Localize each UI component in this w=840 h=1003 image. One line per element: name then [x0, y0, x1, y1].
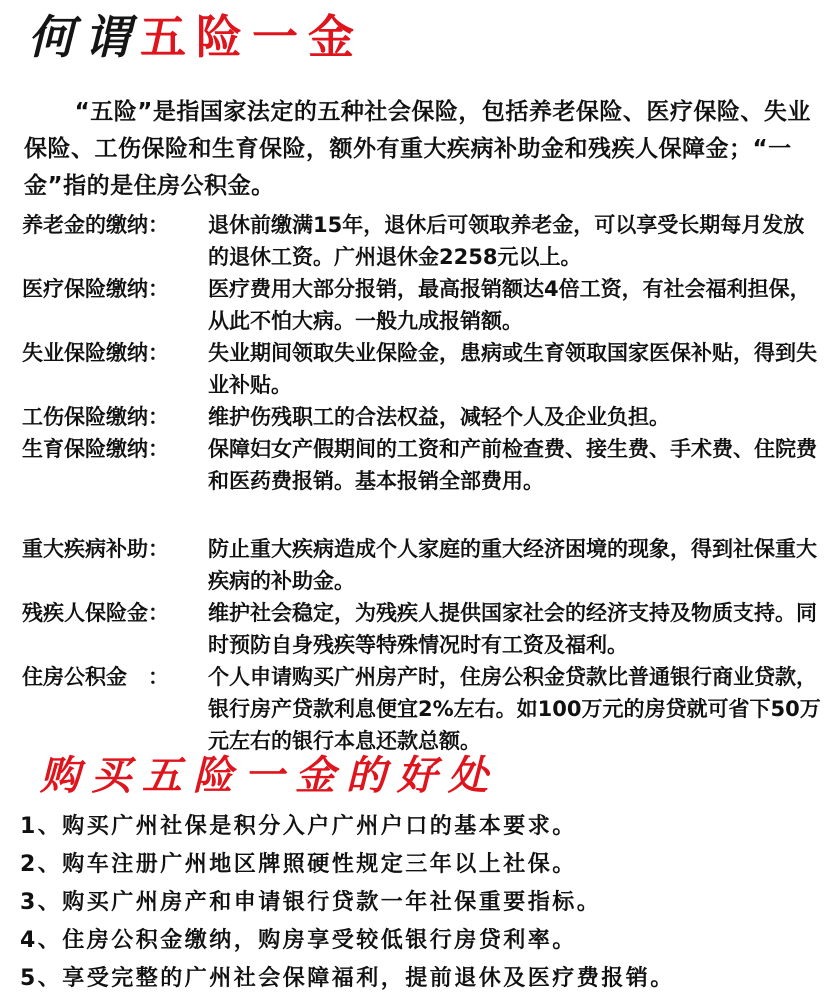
item-label: 失业保险缴纳： — [22, 341, 169, 365]
extra-item-critical-illness — [22, 533, 822, 597]
benefits-title: 购买五险一金的好处 — [40, 752, 499, 799]
item-label: 残疾人保险金： — [22, 601, 169, 625]
item-text: 个人申请购买广州房产时，住房公积金贷款比普通银行商业贷款，银行房产贷款利息便宜2%左右。如100万元的房贷就可省下50万元左右的银行本息还款总额。 — [208, 665, 821, 753]
item-label: 养老金的缴纳： — [22, 213, 169, 237]
benefit-item: 5、享受完整的广州社会保障福利，提前退休及医疗费报销。 — [20, 966, 675, 991]
item-text: 退休前缴满15年，退休后可领取养老金，可以享受长期每月发放的退休工资。广州退休金2258元以上。 — [208, 213, 805, 269]
intro-paragraph: “五险”是指国家法定的五种社会保险，包括养老保险、医疗保险、失业保险、工伤保险和生育保险，额外有重大疾病补助金和残疾人保障金；“一金”指的是住房公积金。 — [24, 99, 811, 199]
extra-item-disability — [22, 597, 822, 661]
insurance-item-maternity — [22, 433, 822, 497]
item-text: 失业期间领取失业保险金，患病或生育领取国家医保补贴，得到失业补贴。 — [208, 341, 817, 397]
spacer — [22, 497, 822, 533]
item-text: 维护伤残职工的合法权益，减轻个人及企业负担。 — [208, 405, 670, 429]
insurance-item-injury — [22, 401, 822, 433]
insurance-list — [22, 209, 822, 757]
insurance-item-medical — [22, 273, 822, 337]
extra-item-housing-fund — [22, 661, 822, 757]
title-prefix: 何谓 — [28, 10, 140, 64]
item-text: 维护社会稳定，为残疾人提供国家社会的经济支持及物质支持。同时预防自身残疾等特殊情况时有工资及福利。 — [208, 601, 817, 657]
item-text: 医疗费用大部分报销，最高报销额达4倍工资，有社会福利担保，从此不怕大病。一般九成报销额。 — [208, 277, 811, 333]
insurance-item-unemployment — [22, 337, 822, 401]
item-label: 工伤保险缴纳： — [22, 405, 169, 429]
item-label: 医疗保险缴纳： — [22, 277, 169, 301]
benefit-item: 2、购车注册广州地区牌照硬性规定三年以上社保。 — [20, 852, 577, 877]
benefit-item: 1、购买广州社保是积分入户广州户口的基本要求。 — [20, 814, 577, 839]
item-text: 保障妇女产假期间的工资和产前检查费、接生费、手术费、住院费和医药费报销。基本报销全部费用。 — [208, 437, 817, 493]
benefit-item: 3、购买广州房产和申请银行贷款一年社保重要指标。 — [20, 890, 602, 915]
title-highlight: 五险一金 — [140, 10, 364, 64]
benefit-item: 4、住房公积金缴纳，购房享受较低银行房贷利率。 — [20, 928, 577, 953]
insurance-item-pension — [22, 209, 822, 273]
item-label: 重大疾病补助： — [22, 537, 169, 561]
page-title — [28, 10, 364, 64]
item-label: 生育保险缴纳： — [22, 437, 169, 461]
benefits-list — [20, 808, 835, 998]
item-text: 防止重大疾病造成个人家庭的重大经济困境的现象，得到社保重大疾病的补助金。 — [208, 537, 817, 593]
item-label: 住房公积金 ： — [22, 665, 169, 689]
